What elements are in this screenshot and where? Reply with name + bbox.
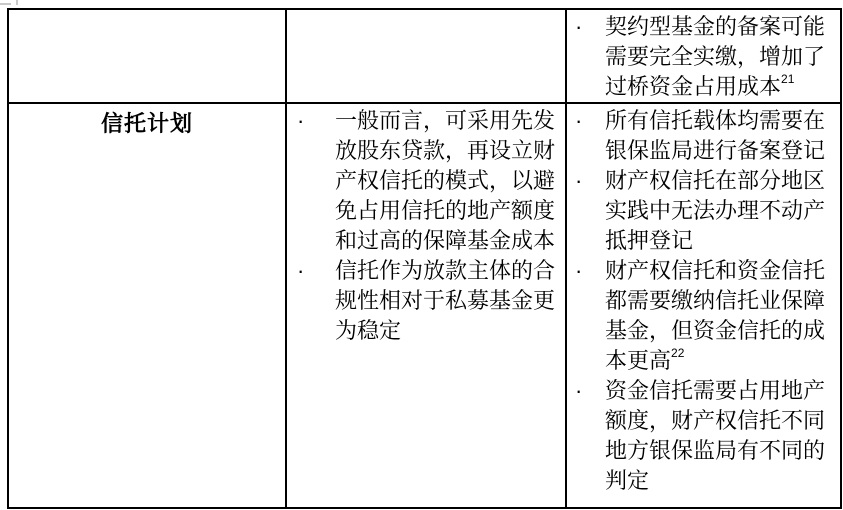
bullet-icon: · — [575, 14, 583, 39]
item-text: 所有信托载体均需要在银保监局进行备案登记 — [605, 108, 826, 163]
bullet-list — [287, 104, 565, 346]
text-boundary-mark-horizontal — [0, 3, 11, 5]
bullet-list-item — [567, 166, 840, 256]
bullet-list-item — [287, 256, 565, 346]
table-row-continuation — [8, 9, 841, 103]
comparison-table — [7, 8, 842, 509]
bullet-icon: · — [575, 258, 583, 283]
cell-cons — [566, 9, 841, 103]
bullet-list-item — [287, 106, 565, 256]
cell-row-label-empty — [8, 9, 286, 103]
item-text: 资金信托需要占用地产额度，财产权信托不同地方银保监局有不同的判定 — [605, 378, 826, 493]
cell-cons — [566, 103, 841, 508]
bullet-icon: · — [575, 168, 583, 193]
item-text: 财产权信托在部分地区实践中无法办理不动产抵押登记 — [605, 168, 826, 253]
item-text: 契约型基金的备案可能需要完全实缴，增加了过桥资金占用成本 — [605, 14, 826, 99]
row-title: 信托计划 — [100, 111, 193, 136]
cell-pros — [286, 103, 566, 508]
bullet-icon: · — [297, 258, 305, 283]
bullet-list-item — [567, 376, 840, 496]
item-text: 财产权信托和资金信托都需要缴纳信托业保障基金，但资金信托的成本更高 — [605, 258, 826, 373]
table-row-trust-plan — [8, 103, 841, 508]
item-text: 一般而言，可采用先发放股东贷款，再设立财产权信托的模式，以避免占用信托的地产额度和过高的保障基金成本 — [335, 108, 556, 253]
bullet-icon: · — [297, 108, 305, 133]
footnote-reference: 22 — [671, 346, 685, 360]
text-boundary-mark-vertical — [16, 0, 18, 5]
item-text: 信托作为放款主体的合规性相对于私募基金更为稳定 — [335, 258, 556, 343]
footnote-reference: 21 — [781, 72, 795, 86]
bullet-icon: · — [575, 378, 583, 403]
cell-pros-empty — [286, 9, 566, 103]
bullet-icon: · — [575, 108, 583, 133]
bullet-list-item — [567, 256, 840, 376]
bullet-list-item — [567, 106, 840, 166]
bullet-list — [567, 104, 840, 496]
cell-row-label — [8, 103, 286, 508]
bullet-list-item — [567, 12, 840, 102]
bullet-list — [567, 10, 840, 102]
